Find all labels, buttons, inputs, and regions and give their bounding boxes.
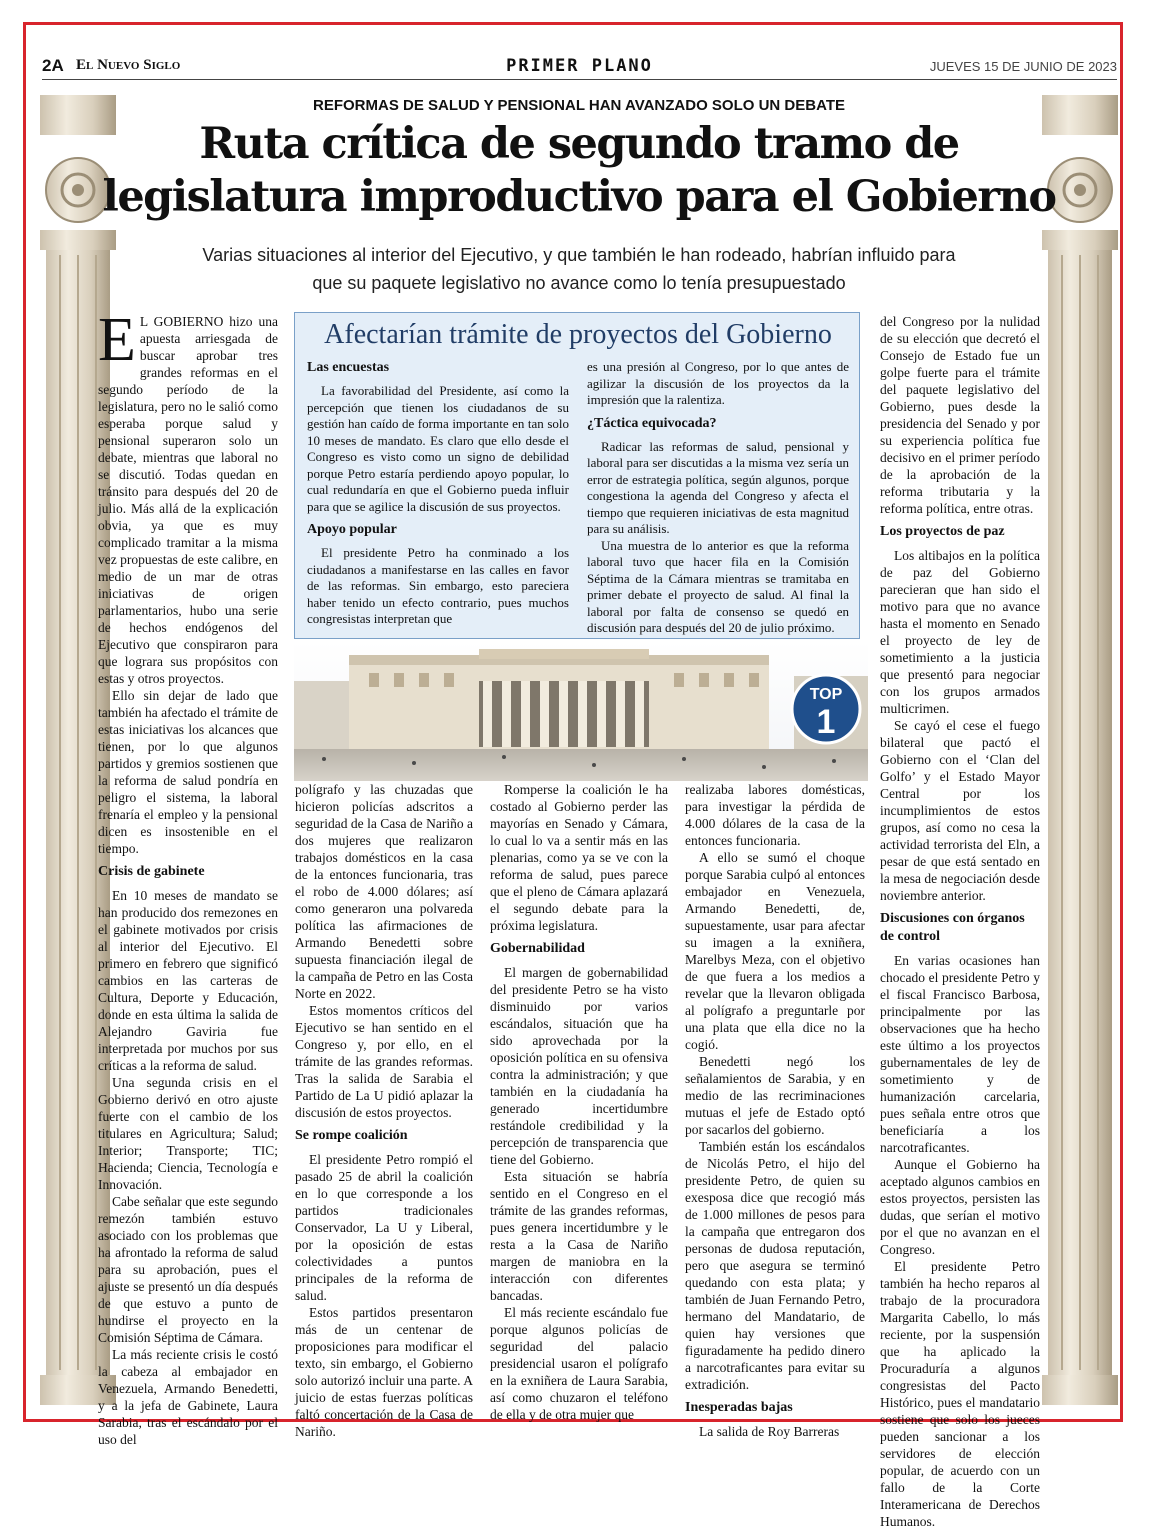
- box-subhead-tactica-equivocada: ¿Táctica equivocada?: [587, 415, 717, 431]
- article-column-2: [295, 781, 473, 1440]
- column-4-paragraph-1: realizaba labores domésticas, para investigar la pérdida de 4.000 dólares de la casa de la entonces funcionaria.: [685, 782, 865, 848]
- column-4-paragraph-5: La salida de Roy Barreras: [699, 1424, 840, 1439]
- column-5-paragraph-2: Los altibajos en la política de paz del Gobierno parecieran que han sido el motivo para que no avance hasta el momento en Senado el proyecto de ley de sometimiento a la justicia que presentó para negociar con los grupos armados multicrimen.: [880, 548, 1040, 716]
- column-4-paragraph-3: Benedetti negó los señalamientos de Sarabia, y en medio de las recriminaciones mutuas el jefe de Estado optó por sacarlos del gobierno.: [685, 1054, 865, 1137]
- column-1-paragraph-3: En 10 meses de mandato se han producido dos remezones en el gabinete motivados por crisis al interior del Ejecutivo. El primero en febrero que significó cambios en las carteras de Cultura, Deporte y Educación, donde en esta última la salida de Alejandro Gaviria fue interpretada por muchos por sus críticas a la reforma de salud.: [98, 888, 278, 1073]
- headline-line-1: Ruta crítica de segundo tramo de: [199, 119, 959, 169]
- column-5-paragraph-1: del Congreso por la nulidad de su elección que decretó el Consejo de Estado fue un golpe fuerte para el trámite del paquete legislativo del Gobierno, pues desde la presidencia del Senado y por su experiencia política fue decisivo en el primer período de la aprobación de la reforma tributaria y la reforma política, entre otras.: [880, 314, 1040, 516]
- drop-cap: E: [98, 306, 136, 374]
- page-header: [42, 56, 1117, 78]
- article-column-3: [490, 781, 668, 1423]
- badge-top-label: TOP: [809, 686, 843, 703]
- column-3-paragraph-1: Romperse la coalición le ha costado al Gobierno perder las mayorías en Senado y Cámara, lo cual lo va a sentir más en las plenarias, como ya se ve con la reforma de salud, pues parece que el pleno de Cámara aplazará el segundo debate para la próxima legislatura.: [490, 782, 668, 933]
- column-1-paragraph-6: La más reciente crisis le costó la cabeza al embajador en Venezuela, Armando Benedetti, y a la jefa de Gabinete, Laura Sarabia, tras el escándalo por el uso del: [98, 1347, 278, 1447]
- box-right-paragraph-2: Radicar las reformas de salud, pensional y laboral para ser discutidas a la misma vez sería un error de estrategia política, según algunos, porque congestiona la agenda del Congreso y afecta el tiempo que requieren iniciativas de esta magnitud para su análisis.: [587, 438, 849, 536]
- box-left-paragraph-1: La favorabilidad del Presidente, así como la percepción que tienen los ciudadanos de su gestión han caído de forma importante en tan solo 10 meses de mandato. Es claro que ello desde el Congreso es visto como un signo de debilidad porque Petro estaría perdiendo apoyo popular, lo cual redundaría en que el Gobierno pueda influir para que se agilice la discusión de sus proyectos.: [307, 383, 569, 514]
- sidebar-box-title: Afectarían trámite de proyectos del Gobierno: [324, 319, 832, 350]
- column-1-paragraph-5: Cabe señalar que este segundo remezón también estuvo asociado con los problemas que ha afrontado la reforma de salud para su aprobación, pues el ajuste se presentó un día después de que estuvo a punto de hundirse el proyecto en la Comisión Séptima de Cámara.: [98, 1194, 278, 1345]
- article-column-4: [685, 781, 865, 1440]
- column-5-paragraph-5: Aunque el Gobierno ha aceptado algunos cambios en estos proyectos, persisten las dudas, que serían el motivo por el que no avanzan en el Congreso.: [880, 1157, 1040, 1257]
- right-column-pillar-illustration: [1042, 95, 1118, 1405]
- column-4-paragraph-2: A ello se sumó el choque porque Sarabia culpó al entonces embajador en Venezuela, Armando Benedetti, de, supuestamente, usar para afectar su imagen a la exniñera, Marelbys Meza, con el objetivo de que fuera a los medios a revelar que la llevaron obligada al polígrafo a preguntarle por una plata que ella dice no la cogió.: [685, 850, 865, 1052]
- subhead-se-rompe-coalicion: Se rompe coalición: [295, 1128, 408, 1143]
- column-3-paragraph-4: El más reciente escándalo fue porque algunos policías de seguridad del palacio presidencial usaron el polígrafo en la exniñera de Laura Sarabia, así como chuzaron el teléfono de ella y de otra mujer que: [490, 1305, 668, 1422]
- deck-line-2: que su paquete legislativo no avance como lo tenía presupuestado: [312, 273, 846, 293]
- issue-date: JUEVES 15 DE JUNIO DE 2023: [929, 59, 1117, 74]
- section-name: PRIMER PLANO: [506, 56, 653, 76]
- article-column-5: [880, 313, 1040, 1530]
- badge-number: 1: [816, 703, 836, 741]
- box-subhead-las-encuestas: Las encuestas: [307, 360, 390, 375]
- column-1-paragraph-4: Una segunda crisis en el Gobierno derivó en otro ajuste fuerte con el cambio de los titulares en Agricultura; Salud; Interior; Transporte; TIC; Hacienda; Ciencia, Tecnología e Innovación.: [98, 1075, 278, 1192]
- column-5-paragraph-3: Se cayó el cese el fuego bilateral que pactó el Gobierno con el ‘Clan del Golfo’ y el Estado Mayor Central por los incumplimientos de estos grupos, así como no cesa la actividad terrorista del Eln, a pesar de que está sentado en la mesa de negociación desde noviembre anterior.: [880, 718, 1040, 903]
- column-3-paragraph-2: El margen de gobernabilidad del presidente Petro se ha visto disminuido por varios escándalos, situación que ha sido aprovechada por la oposición política en su ofensiva contra la administración; y que también en la ciudadanía ha generado incertidumbre restándole credibilidad y la percepción de transparencia que tiene del Gobierno.: [490, 965, 668, 1167]
- box-right-paragraph-1: es una presión al Congreso, por lo que antes de agilizar la discusión de los proyectos da la impresión que la ralentiza.: [587, 359, 849, 407]
- box-left-paragraph-2: El presidente Petro ha conminado a los ciudadanos a manifestarse en las calles en favor de las reformas. Sin embargo, esto pareciera haber tenido un efecto contrario, pues muchos congresistas interpretan que: [307, 545, 569, 626]
- column-2-paragraph-4: Estos partidos presentaron más de un centenar de proposiciones para modificar el texto, sin embargo, el Gobierno solo autorizó incluir una parte. A juicio de estas fuerzas políticas faltó concertación de la Casa de Nariño.: [295, 1305, 473, 1439]
- column-5-paragraph-4: En varias ocasiones han chocado el presidente Petro y el fiscal Francisco Barbosa, principalmente por las observaciones que ha hecho este último a los proyectos gubernamentales de ley de sometimiento y de humanización carcelaria, pues señala entre otros que beneficiaría a los narcotraficantes.: [880, 953, 1040, 1155]
- column-2-paragraph-3: El presidente Petro rompió el pasado 25 de abril la coalición en lo que corresponde a los partidos tradicionales Conservador, La U y Liberal, por la oposición de estas colectividades a puntos principales de la reforma de salud.: [295, 1152, 473, 1303]
- subhead-inesperadas-bajas: Inesperadas bajas: [685, 1400, 793, 1415]
- header-rule: [42, 79, 1117, 80]
- paper-name: El Nuevo Siglo: [76, 57, 181, 73]
- box-right-paragraph-3: Una muestra de lo anterior es que la reforma laboral tuvo que hacer fila en la Comisión Séptima de la Cámara mientras se tramitaba en primer debate el proyecto de salud. Al final la laboral por falta de consenso se quedó en discusión para después del 20 de julio próximo.: [587, 537, 849, 635]
- subhead-crisis-de-gabinete: Crisis de gabinete: [98, 864, 205, 879]
- column-5-paragraph-6: El presidente Petro también ha hecho reparos al trabajo de la procuradora Margarita Cabello, lo más reciente, por la suspensión que ha aplicado la Procuraduría a algunos congresistas del Pacto Histórico, pues el mandatario sostiene que solo los jueces pueden sancionar a los servidores de elección popular, de acuerdo con un fallo de la Corte Interamericana de Derechos Humanos.: [880, 1259, 1040, 1529]
- column-1-paragraph-1: E L GOBIERNO hizo una apuesta arriesgada de buscar aprobar tres grandes reformas en el segundo período de la legislatura, pero no le salió como esperaba porque salud y pensional superaron solo un debate, mientras que laboral no se discutió. Todas quedan en tránsito para después del 20 de julio. Más allá de la explicación obvia, ya que es muy complicado tramitar a la misma vez propuestas de este calibre, en medio de un mar de otras iniciativas de origen parlamentarios, hubo una serie de hechos endógenos del Ejecutivo que conspiraron para que lograra sus propósitos con estas y otros proyectos.: [98, 306, 278, 686]
- column-1-paragraph-2: Ello sin dejar de lado que también ha afectado el trámite de estas iniciativas los alcances que tienen, por lo que algunos partidos y gremios sostienen que la reforma de salud pondría en peligro el sistema, la laboral frenaría el empleo y la pensional dicen es insostenible en el tiempo.: [98, 688, 278, 856]
- article-headline: [100, 118, 1058, 224]
- column-2-paragraph-1: polígrafo y las chuzadas que hicieron policías adscritos a seguridad de la Casa de Nariño a dos mujeres que realizaron trabajos domésticos en la casa de la entonces funcionaria, tras el robo de 4.000 dólares; así como generaron una polvareda política las afirmaciones de Armando Benedetti sobre supuesta financiación ilegal de la campaña de Petro en las Costa Norte en 2022.: [295, 782, 473, 1001]
- subhead-gobernabilidad: Gobernabilidad: [490, 941, 585, 956]
- top-1-badge: [792, 675, 860, 743]
- box-subhead-apoyo-popular: Apoyo popular: [307, 522, 397, 537]
- article-kicker: REFORMAS DE SALUD Y PENSIONAL HAN AVANZADO SOLO UN DEBATE: [313, 97, 845, 114]
- sidebar-box-column-left: [307, 359, 569, 628]
- article-deck: [140, 241, 1018, 297]
- deck-line-1: Varias situaciones al interior del Ejecutivo, y que también le han rodeado, habrían influido para: [202, 245, 956, 265]
- subhead-los-proyectos-de-paz: Los proyectos de paz: [880, 524, 1005, 539]
- page-number: 2A: [42, 56, 64, 75]
- column-2-paragraph-2: Estos momentos críticos del Ejecutivo se han sentido en el Congreso y, por ello, en el trámite de las grandes reformas. Tras la salida de Sarabia el Partido de La U pidió aplazar la discusión de estos proyectos.: [295, 1003, 473, 1120]
- column-4-paragraph-4: También están los escándalos de Nicolás Petro, el hijo del presidente Petro, de quien su exesposa dice que recogió más de 1.000 millones de pesos para la campaña que entregaron dos personas de dudosa reputación, pero que asegura se terminó quedando con esta plata; y también de Juan Fernando Petro, hermano del Mandatario, de quien hay versiones que figuradamente ha pedido dinero a narcotraficantes para evitar su extradición.: [685, 1139, 865, 1392]
- sidebar-box: [294, 312, 860, 639]
- headline-line-2: legislatura improductivo para el Gobierno: [102, 172, 1056, 222]
- capitol-building-photo: [294, 641, 868, 781]
- sidebar-box-column-right: [587, 359, 849, 637]
- subhead-discusiones-organos-de-control: Discusiones con órganos de control: [880, 911, 1025, 944]
- column-3-paragraph-3: Esta situación se habría sentido en el Congreso en el trámite de las grandes reformas, pues genera incertidumbre y le resta a la Casa de Nariño margen de maniobra en la interacción con diferentes bancadas.: [490, 1169, 668, 1303]
- article-column-1: [98, 306, 278, 1448]
